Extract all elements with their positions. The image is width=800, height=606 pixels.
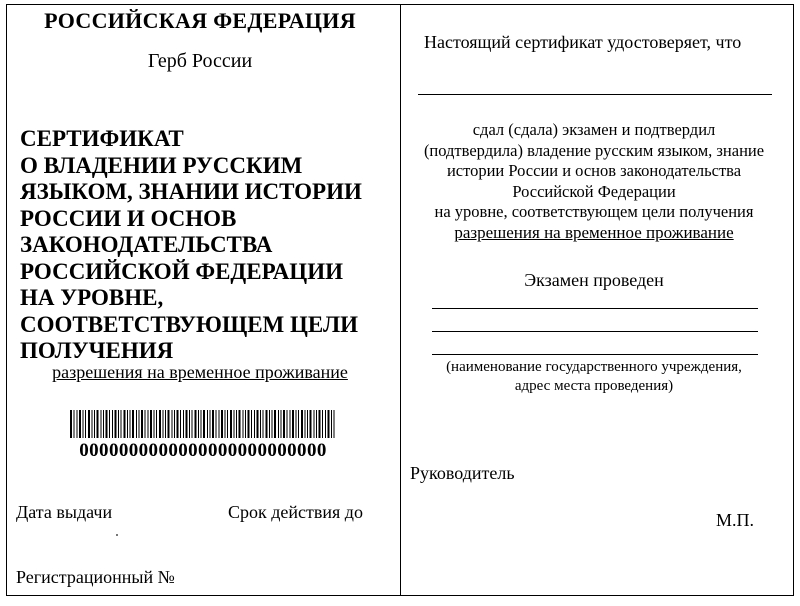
barcode-bar [230, 410, 232, 438]
barcode-bar [325, 410, 326, 438]
barcode-bar [298, 410, 299, 438]
barcode-bar [115, 410, 117, 438]
barcode-bar [319, 410, 321, 438]
barcode-bar [310, 410, 312, 438]
barcode-bar [186, 410, 188, 438]
institution-line [432, 331, 758, 332]
barcode-bar [301, 410, 303, 438]
barcode-bar [201, 410, 202, 438]
barcode-bar [283, 410, 285, 438]
barcode-bar [189, 410, 190, 438]
barcode-bar [74, 410, 75, 438]
barcode-bar [219, 410, 220, 438]
barcode-bar [136, 410, 137, 438]
barcode-bar [150, 410, 152, 438]
barcode-bar [70, 410, 72, 438]
barcode-bar [192, 410, 193, 438]
barcode-bar [83, 410, 84, 438]
barcode-bar [243, 410, 244, 438]
barcode-bar [130, 410, 131, 438]
registration-number-label: Регистрационный № [16, 567, 175, 587]
barcode-bar [127, 410, 128, 438]
barcode-bar [292, 410, 294, 438]
purpose-right: разрешения на временное проживание [454, 222, 734, 242]
barcode-bar [236, 410, 237, 438]
barcode-number: 0000000000000000000000000 [79, 440, 327, 461]
title-line: НА УРОВНЕ, [20, 285, 164, 310]
barcode-bar [328, 410, 330, 438]
title-line: РОССИИ И ОСНОВ [20, 205, 237, 231]
title-line: СЕРТИФИКАТ [20, 126, 184, 151]
barcode-bar [225, 410, 226, 438]
barcode-bar [85, 410, 86, 438]
barcode-bar [216, 410, 217, 438]
barcode-bar [207, 410, 208, 438]
barcode-bar [106, 410, 108, 438]
barcode-bar [172, 410, 173, 438]
title-line: РОССИЙСКОЙ ФЕДЕРАЦИИ [20, 258, 343, 284]
body-line: сдал (сдала) экзамен и подтвердил [472, 120, 716, 139]
barcode-bar [103, 410, 104, 438]
valid-until-label: Срок действия до [228, 502, 363, 522]
barcode-bar [281, 410, 282, 438]
barcode-bar [227, 410, 228, 438]
body-line: (подтвердила) владение русским языком, знание [423, 140, 765, 160]
barcode-bar [316, 410, 317, 438]
barcode-bar [290, 410, 291, 438]
barcode-bar [148, 410, 149, 438]
barcode-bar [272, 410, 273, 438]
stamp-label: М.П. [716, 510, 755, 530]
barcode-bar [245, 410, 246, 438]
barcode-bar [251, 410, 252, 438]
barcode-bar [79, 410, 81, 438]
barcode-bar [254, 410, 255, 438]
barcode-bar [156, 410, 157, 438]
barcode-bar [248, 410, 250, 438]
barcode-bar [266, 410, 268, 438]
barcode-bar [305, 410, 306, 438]
institution-note [405, 358, 783, 396]
barcode-bar [121, 410, 122, 438]
barcode-bar [183, 410, 184, 438]
barcode-bar [165, 410, 166, 438]
issue-date-label: Дата выдачи [16, 502, 113, 522]
title-line: ЯЗЫКОМ, ЗНАНИИ ИСТОРИИ [20, 179, 362, 204]
barcode-bar [322, 410, 323, 438]
barcode-bar [97, 410, 99, 438]
scan-speck [116, 534, 118, 536]
barcode-bar [263, 410, 264, 438]
head-label: Руководитель [410, 463, 515, 483]
institution-line [432, 354, 758, 355]
body-line: Российской Федерации [512, 181, 676, 201]
barcode-bar [124, 410, 126, 438]
barcode-bar [177, 410, 179, 438]
barcode-bar [287, 410, 288, 438]
barcode-bar [77, 410, 78, 438]
title-line: ПОЛУЧЕНИЯ [20, 338, 174, 363]
page-divider [400, 4, 401, 596]
certificate-body [405, 120, 783, 243]
barcode-bar [145, 410, 146, 438]
barcode-bar [234, 410, 235, 438]
barcode-bar [260, 410, 261, 438]
barcode-bar [159, 410, 161, 438]
barcode-bar [195, 410, 197, 438]
barcode-bar [132, 410, 134, 438]
barcode-bar [139, 410, 140, 438]
barcode-bar [212, 410, 214, 438]
title-line: ЗАКОНОДАТЕЛЬСТВА [20, 232, 273, 257]
holder-name-line [418, 94, 772, 95]
barcode-bar [154, 410, 155, 438]
body-line: на уровне, соответствующем цели получения [434, 202, 754, 221]
barcode-bar [331, 410, 332, 438]
barcode-bar [163, 410, 164, 438]
barcode-bar [112, 410, 113, 438]
certificate-title [20, 126, 380, 365]
country-heading: РОССИЙСКАЯ ФЕДЕРАЦИЯ [44, 8, 356, 33]
barcode-bar [94, 410, 95, 438]
note-line: (наименование государственного учреждения, [446, 359, 742, 375]
barcode-bar [180, 410, 181, 438]
barcode-bar [168, 410, 170, 438]
barcode-bar [278, 410, 279, 438]
barcode-bar [210, 410, 211, 438]
barcode-bar [198, 410, 199, 438]
institution-line [432, 308, 758, 309]
exam-conducted-label: Экзамен проведен [524, 270, 664, 290]
barcode-bar [101, 410, 102, 438]
coat-of-arms-label: Герб России [147, 50, 253, 72]
barcode-bar [221, 410, 223, 438]
barcode-bar [174, 410, 175, 438]
barcode-bar [92, 410, 93, 438]
barcode-bar [257, 410, 259, 438]
certifies-text: Настоящий сертификат удостоверяет, что [424, 32, 742, 52]
barcode-bar [109, 410, 110, 438]
barcode-bar [141, 410, 143, 438]
title-line: СООТВЕТСТВУЮЩЕМ ЦЕЛИ [20, 311, 358, 337]
barcode-bar [307, 410, 308, 438]
title-line: О ВЛАДЕНИИ РУССКИМ [20, 152, 303, 178]
barcode-bar [88, 410, 90, 438]
barcode-image [70, 410, 336, 438]
barcode-bar [118, 410, 119, 438]
barcode-bar [274, 410, 276, 438]
barcode-bar [334, 410, 335, 438]
purpose-left: разрешения на временное проживание [52, 362, 348, 382]
barcode-bar [203, 410, 205, 438]
barcode-bar [269, 410, 270, 438]
body-line: истории России и основ законодательства [446, 161, 742, 180]
barcode-bar [239, 410, 241, 438]
barcode-bar [296, 410, 297, 438]
barcode-bar [314, 410, 315, 438]
note-line: адрес места проведения) [514, 378, 674, 394]
